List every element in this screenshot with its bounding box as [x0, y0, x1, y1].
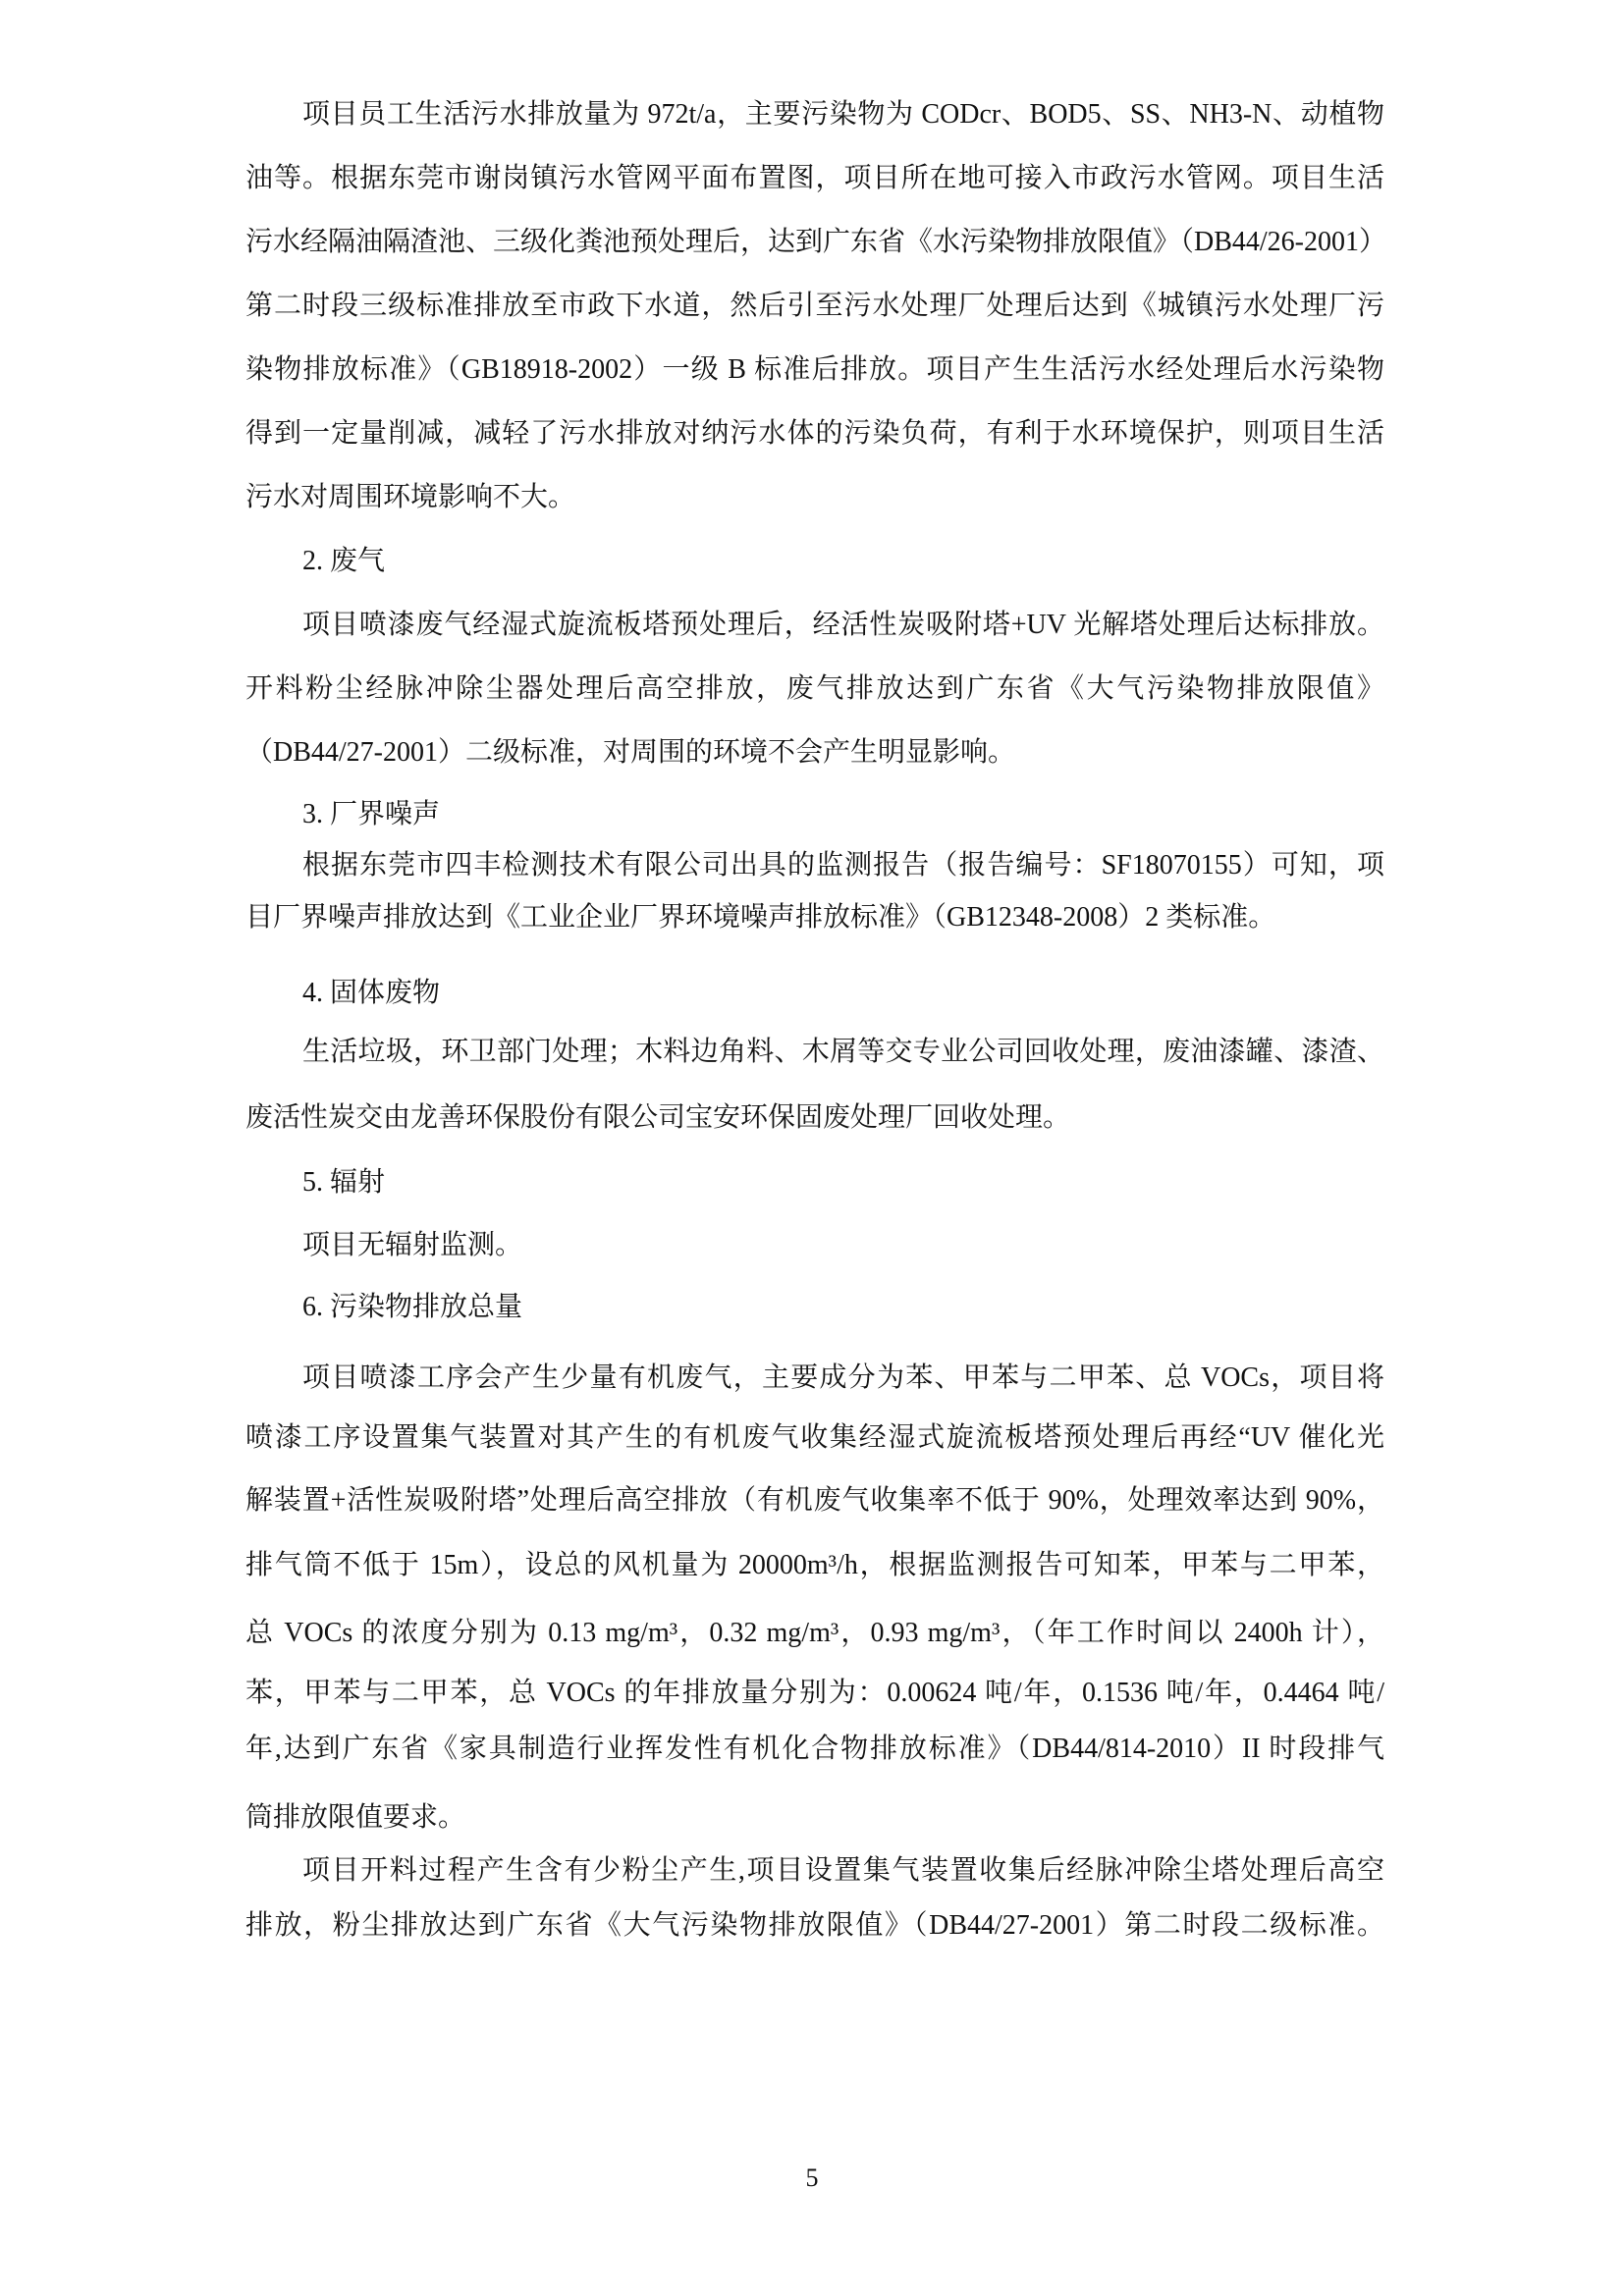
section-heading-boundary-noise: 3. 厂界噪声 — [302, 799, 441, 829]
document-line: 排放，粉尘排放达到广东省《大气污染物排放限值》（DB44/27-2001）第二时段二级标准。 — [245, 1910, 1384, 1941]
document-line: 喷漆工序设置集气装置对其产生的有机废气收集经湿式旋流板塔预处理后再经“UV 催化光 — [245, 1422, 1384, 1453]
document-line: 解装置+活性炭吸附塔”处理后高空排放（有机废气收集率不低于 90%，处理效率达到 90%， — [245, 1485, 1384, 1516]
document-line: 项目喷漆废气经湿式旋流板塔预处理后，经活性炭吸附塔+UV 光解塔处理后达标排放。 — [302, 610, 1384, 640]
document-line: 项目员工生活污水排放量为 972t/a，主要污染物为 CODcr、BOD5、SS、NH3-N、动植物 — [302, 99, 1384, 130]
document-line: 项目无辐射监测。 — [302, 1230, 523, 1260]
document-line: 目厂界噪声排放达到《工业企业厂界环境噪声排放标准》（GB12348-2008）2 类标准。 — [245, 902, 1276, 933]
section-heading-waste-gas: 2. 废气 — [302, 546, 386, 576]
document-line: 污水经隔油隔渣池、三级化粪池预处理后，达到广东省《水污染物排放限值》（DB44/26-2001） — [245, 227, 1387, 257]
document-line: 项目开料过程产生含有少粉尘产生,项目设置集气装置收集后经脉冲除尘塔处理后高空 — [302, 1855, 1384, 1886]
document-line: （DB44/27-2001）二级标准，对周围的环境不会产生明显影响。 — [245, 737, 1016, 768]
document-line: 苯，甲苯与二甲苯，总 VOCs 的年排放量分别为：0.00624 吨/年，0.1536 吨/年，0.4464 吨/ — [245, 1678, 1384, 1708]
document-line: 筒排放限值要求。 — [245, 1802, 466, 1833]
document-line: 生活垃圾，环卫部门处理；木料边角料、木屑等交专业公司回收处理，废油漆罐、漆渣、 — [302, 1037, 1384, 1067]
document-line: 油等。根据东莞市谢岗镇污水管网平面布置图，项目所在地可接入市政污水管网。项目生活 — [245, 163, 1384, 193]
document-line: 污水对周围环境影响不大。 — [245, 482, 576, 512]
document-line: 开料粉尘经脉冲除尘器处理后高空排放，废气排放达到广东省《大气污染物排放限值》 — [245, 673, 1384, 704]
section-heading-total-emissions: 6. 污染物排放总量 — [302, 1292, 523, 1322]
document-line: 根据东莞市四丰检测技术有限公司出具的监测报告（报告编号：SF18070155）可知，项 — [302, 850, 1384, 881]
section-heading-solid-waste: 4. 固体废物 — [302, 978, 441, 1008]
page-number: 5 — [805, 2163, 819, 2192]
document-line: 年,达到广东省《家具制造行业挥发性有机化合物排放标准》（DB44/814-2010）II 时段排气 — [245, 1734, 1384, 1764]
section-heading-radiation: 5. 辐射 — [302, 1167, 386, 1198]
document-line: 染物排放标准》（GB18918-2002）一级 B 标准后排放。项目产生生活污水经处理后水污染物 — [245, 354, 1384, 385]
document-line: 得到一定量削减，减轻了污水排放对纳污水体的污染负荷，有利于水环境保护，则项目生活 — [245, 418, 1384, 449]
document-line: 第二时段三级标准排放至市政下水道，然后引至污水处理厂处理后达到《城镇污水处理厂污 — [245, 291, 1384, 321]
document-line: 项目喷漆工序会产生少量有机废气，主要成分为苯、甲苯与二甲苯、总 VOCs，项目将 — [302, 1362, 1384, 1393]
document-line: 排气筒不低于 15m），设总的风机量为 20000m³/h，根据监测报告可知苯，甲苯与二甲苯， — [245, 1550, 1384, 1580]
document-line: 废活性炭交由龙善环保股份有限公司宝安环保固废处理厂回收处理。 — [245, 1102, 1071, 1133]
document-line: 总 VOCs 的浓度分别为 0.13 mg/m³，0.32 mg/m³，0.93 mg/m³，（年工作时间以 2400h 计）， — [245, 1618, 1384, 1648]
